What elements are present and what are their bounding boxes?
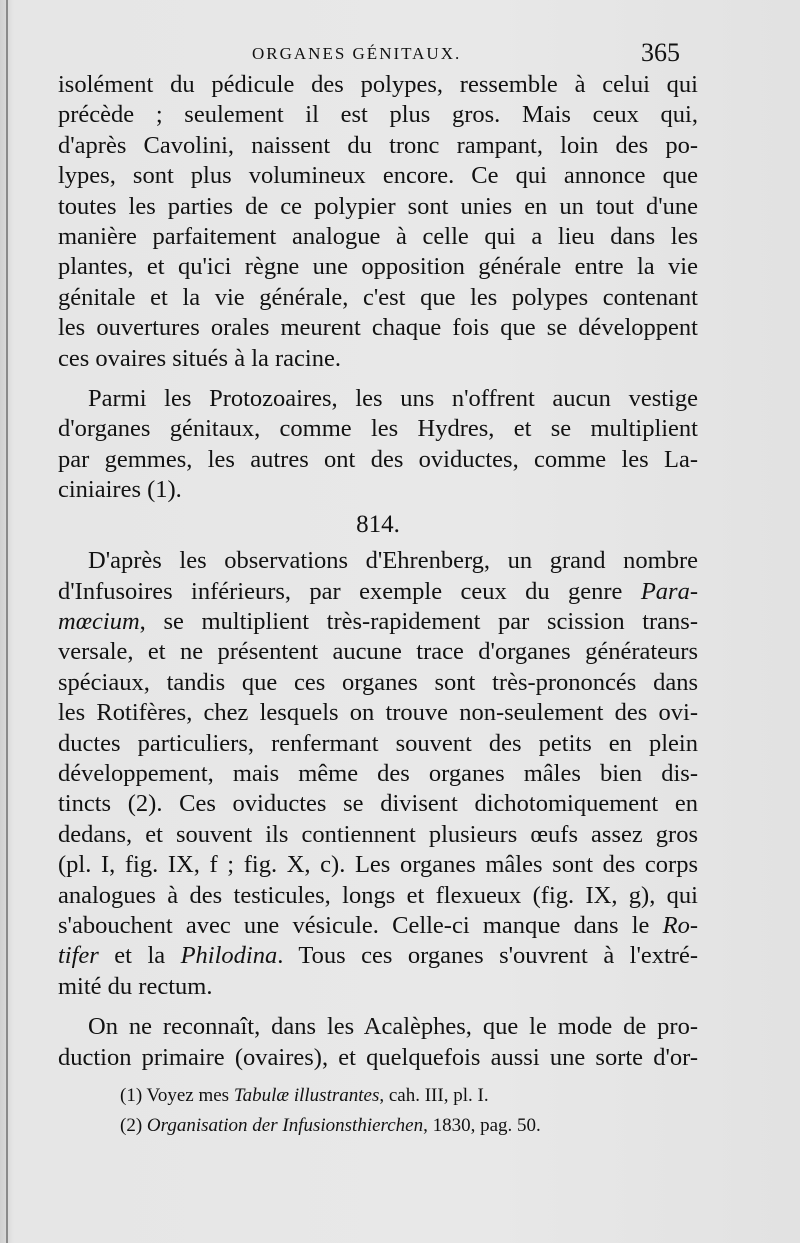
footnotes (120, 1081, 680, 1141)
text-run: , se multiplient très-rapidement par scission trans- (139, 607, 698, 635)
paragraph-3 (58, 546, 698, 1002)
text-line: ciniaires (1). (58, 476, 182, 504)
page-number: 365 (641, 38, 680, 67)
italic-genus-name: Ro- (662, 911, 698, 939)
running-title: ORGANES GÉNITAUX. (252, 44, 462, 63)
footnote-text: (2) (120, 1115, 147, 1136)
text-line: analogues à des testicules, longs et flexueux (fig. IX, g), qui (58, 881, 698, 909)
text-line: par gemmes, les autres ont des oviductes, comme les La- (58, 445, 698, 473)
text-line: versale, et ne présentent aucune trace d'organes générateurs (58, 638, 698, 666)
paragraph-1 (58, 70, 698, 374)
text-line: manière parfaitement analogue à celle qui a lieu dans les (58, 223, 698, 251)
footnote-title: Tabulæ illustrantes (233, 1085, 380, 1106)
footnote-text: (1) Voyez mes (120, 1085, 234, 1106)
text-line: d'après Cavolini, naissent du tronc rampant, loin des po- (58, 131, 698, 159)
text-line: duction primaire (ovaires), et quelquefois aussi une sorte d'or- (58, 1043, 698, 1071)
text-line: tincts (2). Ces oviductes se divisent dichotomiquement en (58, 790, 698, 818)
text-line: ductes particuliers, renfermant souvent des petits en plein (58, 729, 698, 757)
page-body (58, 70, 698, 1073)
text-line (58, 607, 698, 637)
text-line: dedans, et souvent ils contiennent plusieurs œufs assez gros (58, 820, 698, 848)
text-line: toutes les parties de ce polypier sont unies en un tout d'une (58, 192, 698, 220)
paragraph-4 (58, 1012, 698, 1073)
footnote-2 (120, 1111, 680, 1141)
text-line: D'après les observations d'Ehrenberg, un grand nombre (88, 547, 698, 575)
text-run: . Tous ces organes s'ouvrent à l'extré- (277, 942, 698, 970)
text-line: plantes, et qu'ici règne une opposition générale entre la vie (58, 253, 698, 281)
italic-genus-name: tifer (58, 942, 99, 970)
text-line: Parmi les Protozoaires, les uns n'offrent aucun vestige (88, 385, 698, 413)
text-line (58, 941, 698, 971)
text-line: d'organes génitaux, comme les Hydres, et se multiplient (58, 415, 698, 443)
italic-genus-name: mœcium (58, 607, 140, 635)
text-line: isolément du pédicule des polypes, ressemble à celui qui (58, 71, 698, 98)
text-line: mité du rectum. (58, 972, 213, 1000)
text-line: (pl. I, fig. IX, f ; fig. X, c). Les organes mâles sont des corps (58, 851, 698, 879)
page-header (62, 38, 702, 68)
text-line: les Rotifères, chez lesquels on trouve non-seulement des ovi- (58, 699, 698, 727)
page-gutter (6, 0, 8, 1243)
footnote-1 (120, 1081, 680, 1111)
text-line: ces ovaires situés à la racine. (58, 344, 341, 372)
text-line: génitale et la vie générale, c'est que les polypes contenant (58, 283, 698, 311)
footnote-text: , 1830, pag. 50. (423, 1115, 541, 1136)
text-run: d'Infusoires inférieurs, par exemple ceux du genre (58, 577, 641, 605)
italic-genus-name: Philodina (180, 942, 278, 970)
text-line: spéciaux, tandis que ces organes sont très-prononcés dans (58, 668, 698, 696)
text-line: précède ; seulement il est plus gros. Mais ceux qui, (58, 101, 698, 129)
italic-genus-name: Para- (640, 577, 698, 605)
footnote-text: , cah. III, pl. I. (379, 1085, 489, 1106)
text-line (58, 911, 698, 941)
text-line: On ne reconnaît, dans les Acalèphes, que le mode de pro- (88, 1013, 698, 1041)
section-number: 814. (356, 510, 400, 538)
text-run: et la (98, 942, 181, 970)
text-line (58, 577, 698, 607)
text-line: les ouvertures orales meurent chaque fois que se développent (58, 314, 698, 342)
paragraph-2 (58, 384, 698, 506)
text-line: lypes, sont plus volumineux encore. Ce qui annonce que (58, 162, 698, 190)
footnote-title: Organisation der Infusionsthierchen (146, 1115, 424, 1136)
text-line: développement, mais même des organes mâles bien dis- (58, 759, 698, 787)
text-run: s'abouchent avec une vésicule. Celle-ci manque dans le (58, 911, 663, 939)
